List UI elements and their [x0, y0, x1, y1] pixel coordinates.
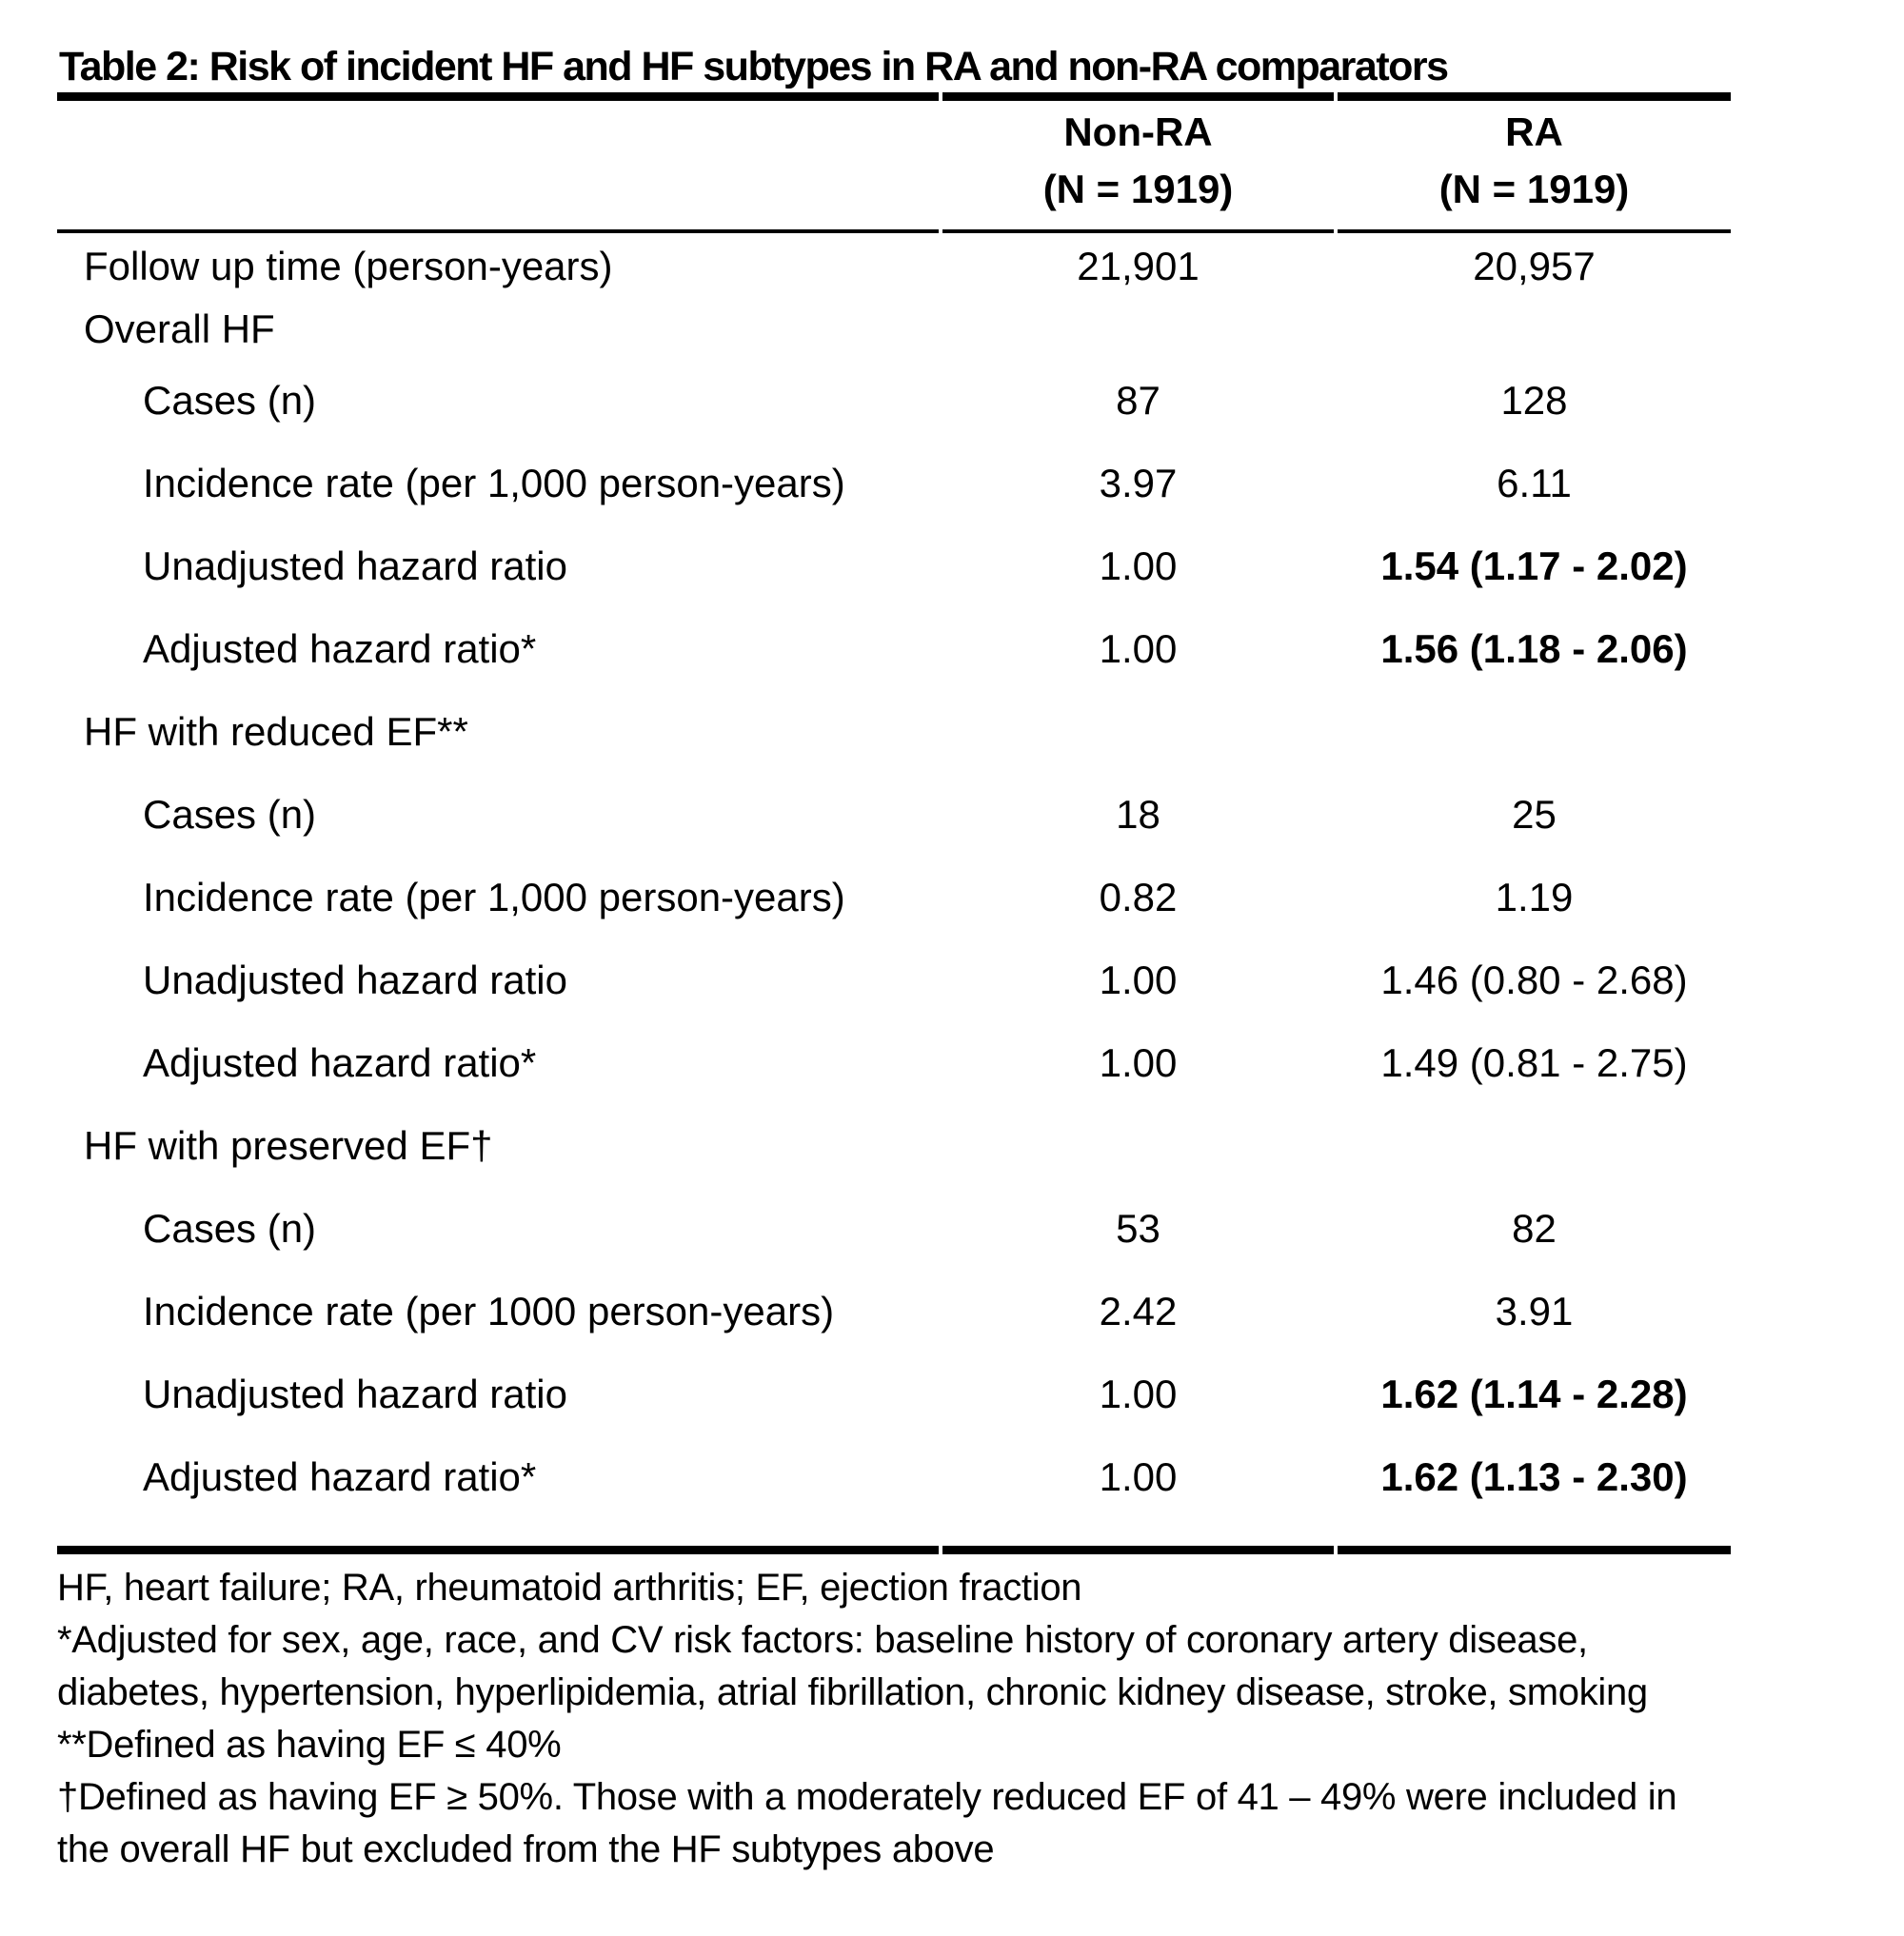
rule-top-segment [1338, 92, 1731, 101]
data-table [57, 92, 1731, 1554]
table-row [57, 1435, 1731, 1518]
table-row [57, 938, 1731, 1021]
rule-header-segment [57, 229, 939, 233]
row-label: Cases (n) [143, 377, 317, 423]
column-header-ra [1338, 101, 1731, 229]
table-row [57, 233, 1731, 300]
ra-value: 1.19 [1495, 874, 1574, 919]
column-header-ra-n: (N = 1919) [1438, 167, 1630, 211]
ra-value: 20,957 [1473, 244, 1596, 288]
row-label: Unadjusted hazard ratio [143, 957, 567, 1002]
table-row [57, 300, 1731, 359]
ra-value: 1.62 (1.13 - 2.30) [1380, 1453, 1688, 1499]
header-row [57, 101, 1731, 229]
table-row [57, 1353, 1731, 1435]
bottom-spacer [57, 1518, 1731, 1546]
row-label: Adjusted hazard ratio* [143, 625, 537, 671]
row-label: HF with preserved EF† [84, 1122, 493, 1168]
ra-value: 25 [1512, 791, 1557, 837]
row-label: Adjusted hazard ratio* [143, 1453, 537, 1499]
column-header-non-ra [942, 101, 1334, 229]
footnote-line: HF, heart failure; RA, rheumatoid arthritis; EF, ejection fraction [57, 1567, 1082, 1609]
non-ra-value: 18 [1116, 791, 1160, 837]
rule-bottom-segment [1338, 1546, 1731, 1554]
table-row [57, 524, 1731, 607]
ra-value: 1.49 (0.81 - 2.75) [1380, 1039, 1688, 1085]
ra-value: 82 [1512, 1205, 1557, 1251]
row-label: Incidence rate (per 1000 person-years) [143, 1288, 835, 1333]
ra-value: 3.91 [1495, 1288, 1574, 1333]
non-ra-value: 21,901 [1077, 244, 1200, 288]
footnote-line: †Defined as having EF ≥ 50%. Those with a moderately reduced EF of 41 – 49% were included in [57, 1776, 1677, 1818]
ra-value: 1.54 (1.17 - 2.02) [1380, 543, 1688, 588]
table-row [57, 1104, 1731, 1187]
ra-value: 1.62 (1.14 - 2.28) [1380, 1371, 1688, 1416]
table-row [57, 773, 1731, 856]
table-row [57, 856, 1731, 938]
table-row [57, 359, 1731, 442]
non-ra-value: 1.00 [1099, 1453, 1178, 1499]
table-body [57, 233, 1731, 1518]
ra-value: 1.56 (1.18 - 2.06) [1380, 625, 1688, 671]
footnotes [57, 1562, 1894, 1876]
rule-top [57, 92, 1731, 101]
row-label: Incidence rate (per 1,000 person-years) [143, 874, 845, 919]
ra-value: 128 [1500, 377, 1568, 423]
column-header-non-ra-label: Non-RA [1063, 109, 1213, 154]
table-row [57, 607, 1731, 690]
row-label: HF with reduced EF** [84, 708, 468, 754]
column-header-non-ra-n: (N = 1919) [1042, 167, 1234, 211]
rule-bottom-segment [57, 1546, 939, 1554]
non-ra-value: 1.00 [1099, 957, 1178, 1002]
table-row [57, 1021, 1731, 1104]
ra-value: 1.46 (0.80 - 2.68) [1380, 957, 1688, 1002]
row-label: Follow up time (person-years) [84, 244, 613, 288]
non-ra-value: 1.00 [1099, 543, 1178, 588]
row-label: Unadjusted hazard ratio [143, 543, 567, 588]
rule-bottom-segment [942, 1546, 1334, 1554]
table-row [57, 442, 1731, 524]
footnote-line: the overall HF but excluded from the HF subtypes above [57, 1828, 995, 1870]
rule-bottom [57, 1546, 1731, 1554]
table-row [57, 1187, 1731, 1270]
table-row [57, 1270, 1731, 1353]
non-ra-value: 53 [1116, 1205, 1160, 1251]
rule-header-segment [1338, 229, 1731, 233]
rule-header [57, 229, 1731, 233]
non-ra-value: 2.42 [1099, 1288, 1178, 1333]
row-label: Cases (n) [143, 1205, 317, 1251]
non-ra-value: 87 [1116, 377, 1160, 423]
ra-value: 6.11 [1497, 460, 1572, 505]
column-header-ra-label: RA [1505, 109, 1563, 154]
footnote-line: *Adjusted for sex, age, race, and CV risk factors: baseline history of coronary artery disease, [57, 1619, 1588, 1661]
rule-top-segment [942, 92, 1334, 101]
row-label: Adjusted hazard ratio* [143, 1039, 537, 1085]
row-label: Unadjusted hazard ratio [143, 1371, 567, 1416]
non-ra-value: 1.00 [1099, 1039, 1178, 1085]
non-ra-value: 1.00 [1099, 1371, 1178, 1416]
row-label: Incidence rate (per 1,000 person-years) [143, 460, 845, 505]
non-ra-value: 1.00 [1099, 625, 1178, 671]
rule-top-segment [57, 92, 939, 101]
table-row [57, 690, 1731, 773]
non-ra-value: 0.82 [1099, 874, 1178, 919]
footnote-line: **Defined as having EF ≤ 40% [57, 1724, 562, 1766]
rule-header-segment [942, 229, 1334, 233]
table-title: Table 2: Risk of incident HF and HF subtypes in RA and non-RA comparators [59, 44, 1448, 89]
non-ra-value: 3.97 [1099, 460, 1178, 505]
footnote-line: diabetes, hypertension, hyperlipidemia, atrial fibrillation, chronic kidney disease, stroke, smoking [57, 1671, 1648, 1713]
row-label: Overall HF [84, 306, 275, 351]
column-header-empty [57, 101, 939, 229]
row-label: Cases (n) [143, 791, 317, 837]
